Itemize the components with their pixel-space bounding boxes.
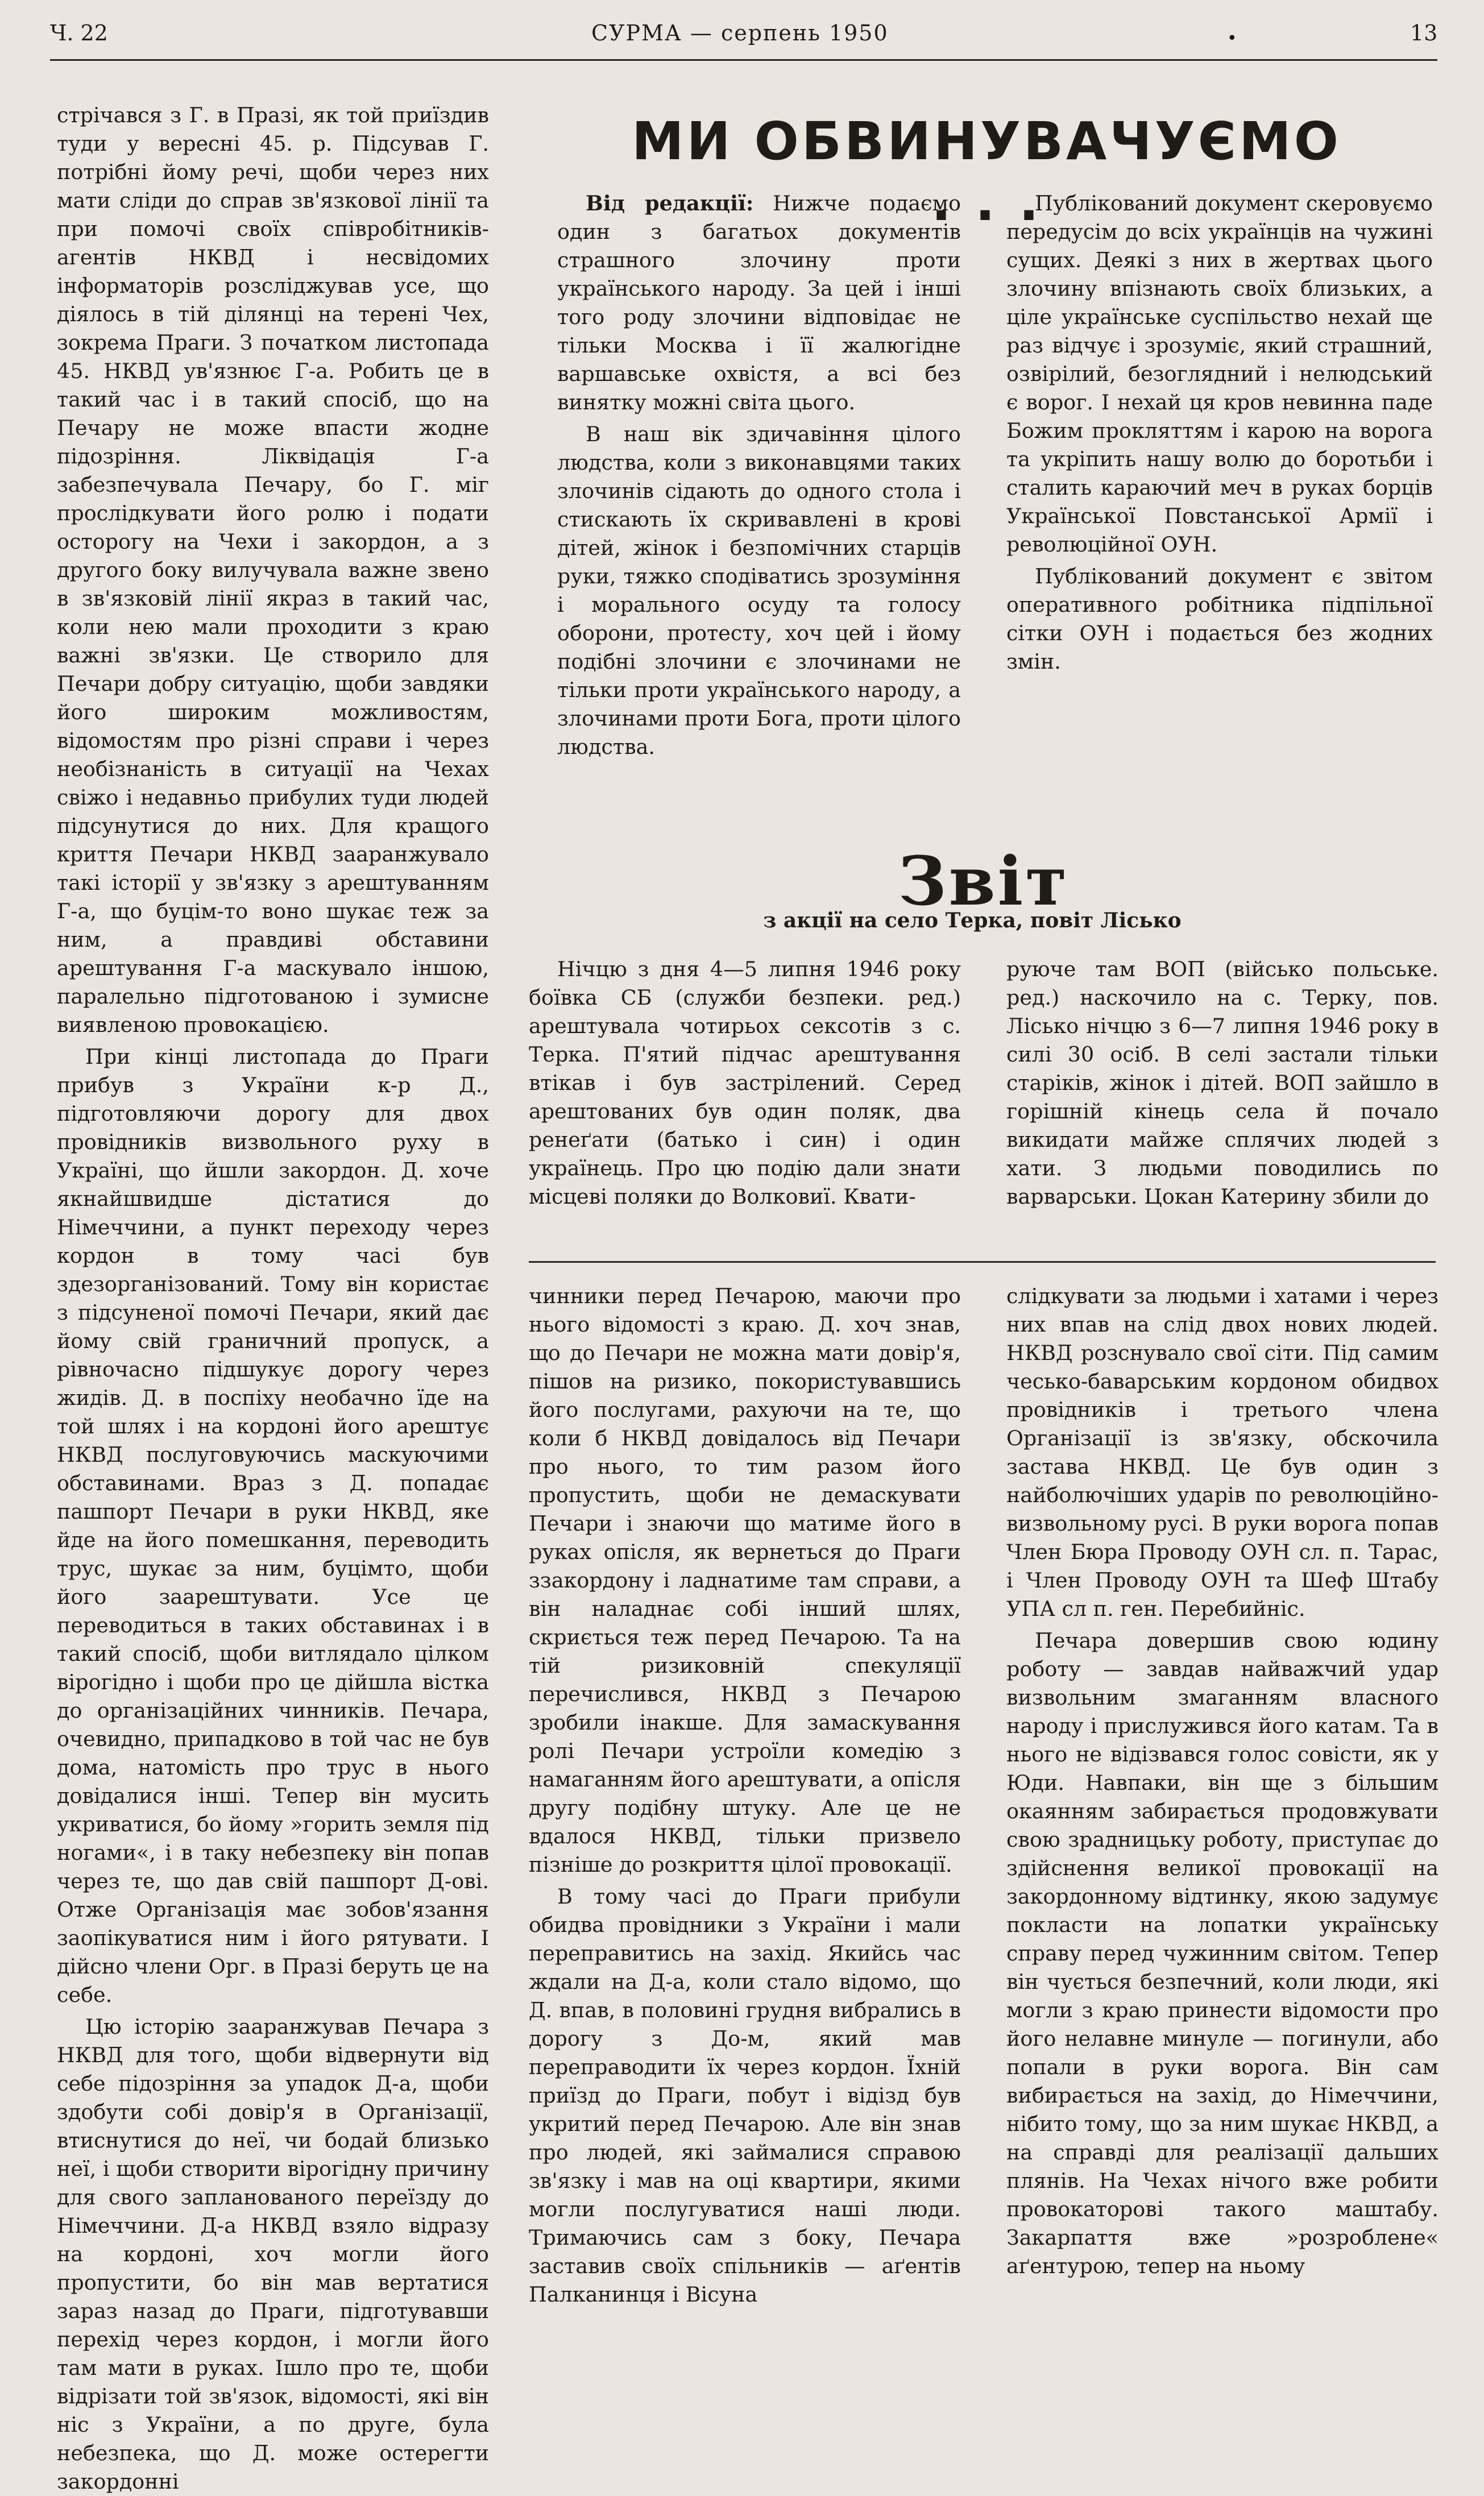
article-title: МИ ОБВИНУВАЧУЄМО . . .	[632, 111, 1341, 233]
left-paragraph-1: стрічався з Г. в Празі, як той приїздив туди у вересні 45. р. Підсував Г. потрібні йому речі, щоби через них мати сліди до справ зв'язкової лінії та при помочі своїх співробітників-агентів НКВД і несвідомих інформаторів розсліджував усе, що діялось в тій ділянці на терені Чех, зокрема Праги. З початком листопада 45. НКВД ув'язнює Г-а. Робить це в такий час і в такий спосіб, що на Печару не може впасти жодне підозріння. Ліквідація Г-а забезпечувала Печару, бо Г. міг прослідкувати його ролю і подати осторогу на Чехи і закордон, а з другого боку вилучувала важне звено в зв'язковій лінії якраз в такий час, коли нею мали проходити з краю важні зв'язки. Це створило для Печари добру ситуацію, щоби завдяки його широким можливостям, відомостям про різні справи і через необізнаність в ситуації на Чехах свіжо і недавньо прибулих туди людей підсунутися до них. Для кращого криття Печари НКВД зааранжувало такі історії у зв'язку з арештуванням Г-а, що буцім-то воно шукає теж за ним, а правдиві обставини арештування Г-а маскувало іншою, паралельно підготованою і зумисне виявленою провокацією.	[57, 103, 489, 1037]
issue-number: Ч. 22	[50, 20, 108, 45]
report-subtitle: з акції на село Терка, повіт Лісько	[763, 909, 1182, 932]
left-column	[57, 101, 489, 2494]
lower-right-paragraph-2: Печара довершив свою юдину роботу — завдав найважчий удар визвольним змаганням власного народу і прислужився його катам. Та в нього не відізвався голос совісти, як у Юди. Навпаки, він ще з більшим окаянням забирається продовжувати свою зрадницьку роботу, приступає до здійснення великої провокації на закордонному відтинку, якою задумує покласти на лопатки українську справу перед чужинним світом. Тепер він чується безпечний, коли люди, які могли з краю принести відомости про його нелавне минуле — погинули, або попали в руки ворога. Він сам вибирається на захід, до Німеччини, нібито тому, що за ним шукає НКВД, а на справді для реалізації дальших плянів. На Чехах нічого вже робити провокаторові такого маштабу. Закарпаття вже »розроблене« аґентурою, тепер на ньому	[1006, 1628, 1439, 2278]
report-column-2	[1006, 955, 1439, 1239]
section-divider	[529, 1261, 1436, 1263]
editorial-lead: Від редакції:	[586, 191, 754, 215]
report-paragraph-1: Нічцю з дня 4—5 липня 1946 року боївка СБ (служби безпеки. ред.) арештувала чотирьох сексотів з с. Терка. П'ятий підчас арештування втікав і був застрілений. Серед арештованих був один поляк, два ренеґати (батько і син) і один українець. Про цю подію дали знати місцеві поляки до Волковиї. Квати-	[529, 957, 961, 1209]
report-title: Звіт	[898, 841, 1070, 921]
left-paragraph-3: Цю історію зааранжував Печара з НКВД для того, щоби відвернути від себе підозріння за упадок Д-а, щоби здобути собі довір'я в Організації, втиснутися до неї, чи бодай близько неї, і щоби створити вірогідну причину для свого запланованого переїзду до Німеччини. Д-а НКВД взяло відразу на кордоні, хоч могли його пропустити, бо він мав вертатися зараз назад до Праги, підготувавши перехід через кордон, і могли його там мати в руках. Ішло про те, щоби відрізати той зв'язок, відомості, які він ніс з України, а по друге, була небезпека, що Д. може остерегти закордонні	[57, 2014, 489, 2494]
page-number: 13	[1410, 20, 1438, 45]
editorial-column-2	[1006, 189, 1433, 820]
editorial-paragraph-3: Публікований документ скеровуємо передусім до всіх українців на чужині сущих. Деякі з них в жертвах цього злочину впізнають своїх близьких, а ціле українське суспільство нехай ще раз відчує і зрозуміє, який страшний, озвірілий, безоглядний і нелюдський є ворог. І нехай ця кров невинна паде Божим прокляттям і карою на ворога та укріпить нашу волю до боротьби і сталить караючий меч в руках борців Української Повстанської Армії і революційної ОУН.	[1006, 191, 1433, 557]
lower-middle-column	[529, 1282, 961, 2307]
report-paragraph-2: руюче там ВОП (військо польське. ред.) наскочило на с. Терку, пов. Лісько нічцю з 6—7 липня 1946 року в силі 30 осіб. В селі застали тільки старіків, жінок і дітей. ВОП зайшло в горішній кінець села й почало викидати майже сплячих людей з хати. З людьми поводились по варварськи. Цокан Катерину збили до	[1006, 957, 1439, 1209]
lower-right-paragraph-1: слідкувати за людьми і хатами і через них впав на слід двох нових людей. НКВД розснувало свої сіти. Під самим чесько-баварським кордоном обидвох провідників і третього члена Організації із зв'язку, обскочила застава НКВД. Це був один з найболючіших ударів по революційно-визвольному русі. В руки ворога попав Член Бюра Проводу ОУН сл. п. Тарас, і Член Проводу ОУН та Шеф Штабу УПА сл п. ген. Перебийніс.	[1006, 1284, 1439, 1621]
left-paragraph-2: При кінці листопада до Праги прибув з України к-р Д., підготовляючи дорогу для двох провідників визвольного руху в Україні, що йшли закордон. Д. хоче якнайшвидше дістатися до Німеччини, а пункт переходу через кордон в тому часі був здезорганізований. Тому він користає з підсуненої помочі Печари, який дає йому свій граничний пропуск, а рівночасно підшукує дорогу через жидів. Д. в поспіху необачно їде на той шлях і на кордоні його арештує НКВД послуговуючись маскуючими обставинами. Враз з Д. попадає пашпорт Печари в руки НКВД, яке йде на його помешкання, переводить трус, шукає за ним, буцімто, щоби його заарештувати. Усе це переводиться в таких обставинах і в такий спосіб, щоби витлядало цілком вірогідно і щоби про це дійшла вістка до організаційних чинників. Печара, очевидно, припадково в той час не був дома, натомість про трус в нього довідалися інші. Тепер він мусить укриватися, бо йому »горить земля під ногами«, і в таку небезпеку він попав через те, що дав свій пашпорт Д-ові. Отже Організація має зобов'язання заопікуватися ним і його рятувати. І дійсно члени Орг. в Празі беруть це на себе.	[57, 1044, 489, 2007]
report-column-1	[529, 955, 961, 1239]
editorial-column-1	[557, 189, 961, 820]
header-rule	[50, 59, 1437, 61]
editorial-paragraph-4: Публікований документ є звітом оперативного робітника підпільної сітки ОУН і подається без жодних змін.	[1006, 564, 1433, 674]
masthead: СУРМА — серпень 1950	[591, 20, 889, 45]
lower-middle-paragraph-1: чинники перед Печарою, маючи про нього відомості з краю. Д. хоч знав, що до Печари не можна мати довір'я, пішов на ризико, покористувавшись його послугами, рахуючи на те, що коли б НКВД довідалось від Печари про нього, то тим разом його пропустить, щоби не демаскувати Печари і знаючи що матиме його в руках опісля, як вернеться до Праги ззакордону і ладнатиме там справи, а він наладнає собі інший шлях, скриється теж перед Печарою. Та на тій ризиковній спекуляції перечислився, НКВД з Печарою зробили інакше. Для замаскування ролі Печари устроїли комедію з намаганням його арештувати, а опісля другу подібну штуку. Але це не вдалося НКВД, тільки призвело пізніше до розкриття цілої провокації.	[529, 1284, 961, 1877]
header-dot: •	[1227, 28, 1237, 48]
lower-right-column	[1006, 1282, 1439, 2278]
lower-middle-paragraph-2: В тому часі до Праги прибули обидва провідники з України і мали переправитись на захід. Якийсь час ждали на Д-а, коли стало відомо, що Д. впав, в половині грудня вибрались в дорогу з До-м, який мав переправодити їх через кордон. Їхній приїзд до Праги, побут і відізд був укритий перед Печарою. Але він знав про людей, які займалися справою зв'язку і мав на оці квартири, якими могли послугуватися наші люди. Тримаючись сам з боку, Печара заставив своїх спільників — аґентів Палканинця і Вісуна	[529, 1884, 961, 2307]
editorial-paragraph-2: В наш вік здичавіння цілого людства, коли з виконавцями таких злочинів сідають до одного стола і стискають їх скривавлені в крові дітей, жінок і безпомічних старців руки, тяжко сподіватись зрозуміння і морального осуду та голосу оборони, протесту, хоч цей і йому подібні злочини є злочинами не тільки проти українського народу, а злочинами проти Бога, проти цілого людства.	[557, 422, 961, 759]
editorial-paragraph-1: Нижче подаємо один з багатьох документів страшного злочину проти українського народу. За цей і інші того роду злочини відповідає не тільки Москва і її жалюгідне варшавське охвістя, а всі без винятку можні світа цього.	[557, 191, 961, 414]
